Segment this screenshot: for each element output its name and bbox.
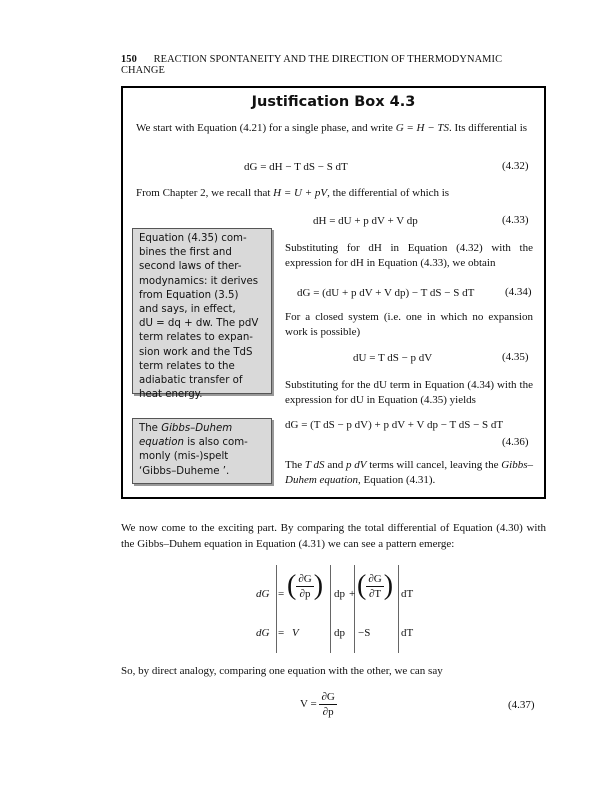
row2-lhs: dG: [256, 627, 270, 639]
page-number: 150: [121, 54, 137, 65]
box-title: Justification Box 4.3: [251, 94, 416, 110]
row2-minus-S: −S: [358, 627, 371, 639]
main-paragraph-1: We now come to the exciting part. By comparing the total differential of Equation (4.30) with the Gibbs–Duhem equation in Equation (4.31) we can see a pattern emerge:: [121, 522, 546, 550]
row1-dp: dp: [334, 588, 345, 600]
box-intro-text: We start with Equation (4.21) for a single phase, and write G = H − TS. Its differential is: [136, 122, 528, 134]
row1-dT: dT: [401, 588, 414, 600]
row2-dp: dp: [334, 627, 345, 639]
divider-line-4: [398, 565, 399, 653]
box-cancel-text: The T dS and p dV terms will cancel, leaving the Gibbs–Duhem equation, Equation (4.31).: [285, 459, 533, 487]
equation-4-32-number: (4.32): [502, 160, 529, 172]
box-closed-system-text: For a closed system (i.e. one in which no expansion work is possible): [285, 311, 533, 339]
equation-4-37-number: (4.37): [508, 699, 535, 711]
box-chapter-text: From Chapter 2, we recall that H = U + pV, the differential of which is: [136, 187, 450, 199]
divider-line-1: [276, 565, 277, 653]
box-substitution2-text: Substituting for the dU term in Equation (4.34) with the expression for dU in Equation (4.35) yields: [285, 379, 533, 407]
row2-dT: dT: [401, 627, 414, 639]
sidenote-gibbs-duhem-spelling: The Gibbs–Duhem equation is also com- monly (mis-)spelt ‘Gibbs–Duheme ’.: [132, 418, 272, 484]
equation-4-33: dH = dU + p dV + V dp: [313, 215, 418, 227]
running-title: REACTION SPONTANEITY AND THE DIRECTION OF THERMODYNAMIC CHANGE: [121, 54, 503, 76]
equation-4-36: dG = (T dS − p dV) + p dV + V dp − T dS − S dT: [285, 419, 504, 431]
box-substitution-text: Substituting for dH in Equation (4.32) with the expression for dH in Equation (4.33), we obtain: [285, 242, 533, 270]
row1-plus: +: [349, 588, 356, 600]
divider-line-3: [354, 565, 355, 653]
equation-4-32: dG = dH − T dS − S dT: [244, 161, 348, 173]
partial-dg-dt: ( $\frac{\partial G}{\partial T}$ ): [357, 570, 394, 601]
sidenote-first-second-laws: Equation (4.35) com- bines the first and second laws of ther- modynamics: it derives from Equation (3.5) and says, in effect, dU = dq + dw. The pdV term relates to expan- sion work and the TdS term relates to the adiabatic transfer of heat energy.: [132, 228, 272, 394]
equation-4-35-number: (4.35): [502, 351, 529, 363]
equation-4-35: dU = T dS − p dV: [353, 352, 433, 364]
equation-4-34: dG = (dU + p dV + V dp) − T dS − S dT: [297, 287, 475, 299]
equation-4-37: V = $\frac{\partial G}{\partial p}$: [300, 691, 335, 718]
row1-lhs: dG: [256, 588, 270, 600]
main-paragraph-2: So, by direct analogy, comparing one equation with the other, we can say: [121, 665, 443, 677]
row2-V: V: [292, 627, 299, 639]
running-head: [121, 54, 545, 76]
row1-equals: =: [278, 588, 285, 600]
equation-4-34-number: (4.34): [505, 286, 532, 298]
equation-4-36-number: (4.36): [502, 436, 529, 448]
partial-dg-dp: ( $\frac{\partial G}{\partial p}$ ): [287, 570, 324, 601]
equation-4-33-number: (4.33): [502, 214, 529, 226]
row2-equals: =: [278, 627, 285, 639]
divider-line-2: [330, 565, 331, 653]
